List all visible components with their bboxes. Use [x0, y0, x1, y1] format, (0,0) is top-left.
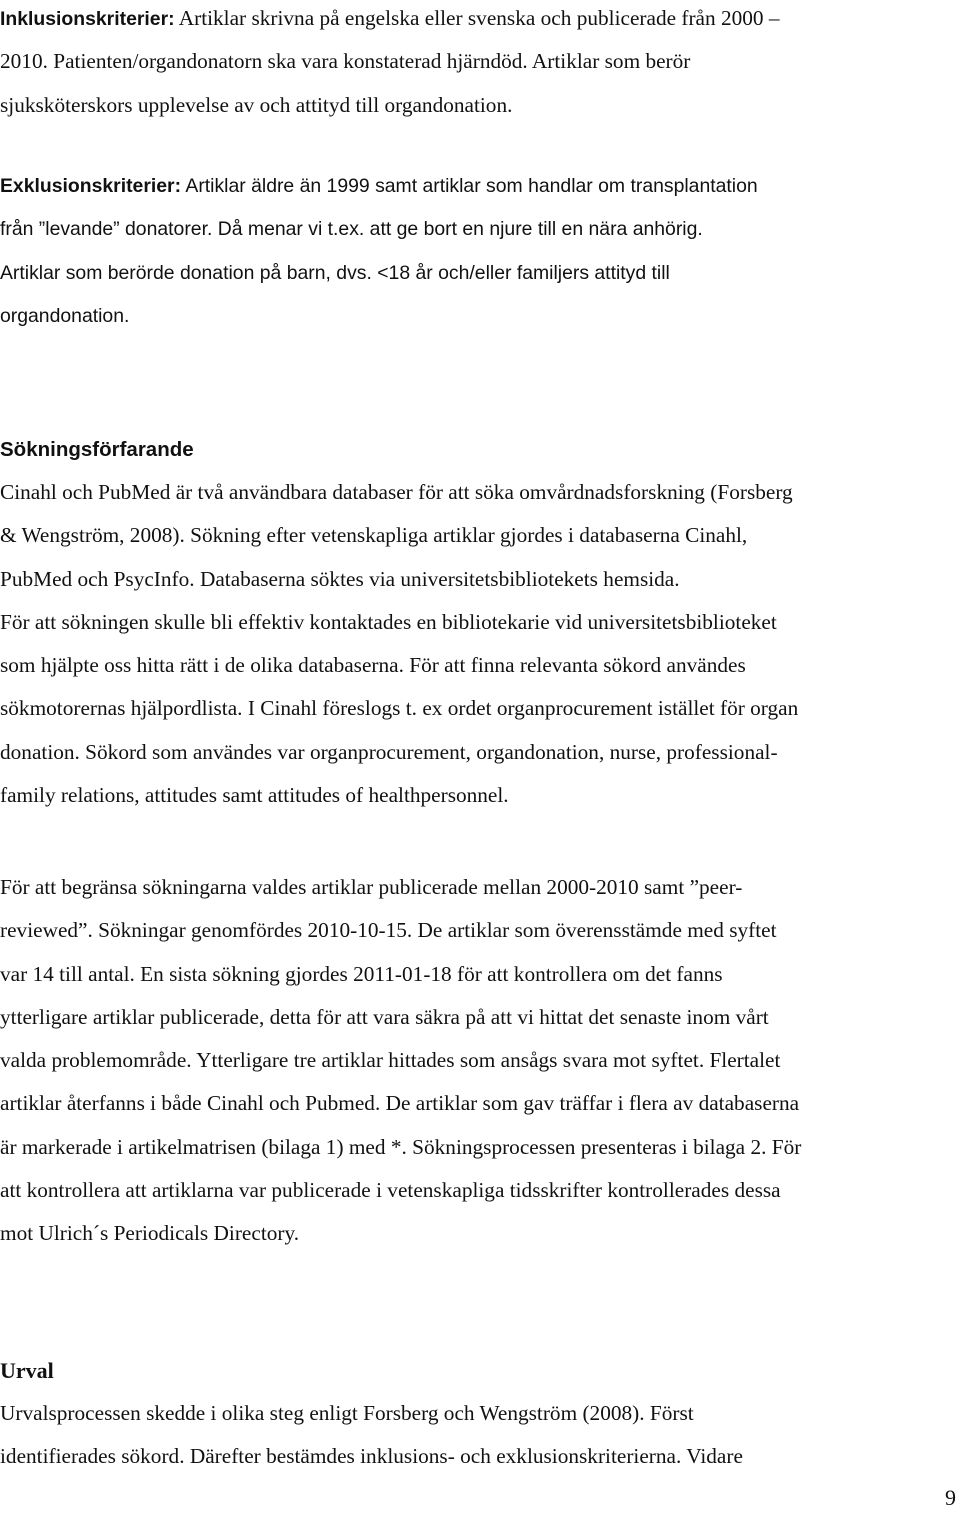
search-p1-line-6: sökmotorernas hjälpordlista. I Cinahl föreslogs t. ex ordet organprocurement istället för organ	[0, 696, 799, 721]
page-number: 9	[945, 1485, 956, 1510]
search-p2-line-8: att kontrollera att artiklarna var publicerade i vetenskapliga tidsskrifter kontrollerades dessa	[0, 1178, 781, 1203]
search-p2-line-7: är markerade i artikelmatrisen (bilaga 1) med *. Sökningsprocessen presenteras i bilaga 2. För	[0, 1134, 802, 1159]
exclusion-line-1	[0, 165, 960, 208]
search-p2-line-6: artiklar återfanns i både Cinahl och Pubmed. De artiklar som gav träffar i flera av databaserna	[0, 1091, 800, 1116]
exclusion-line-text: Artiklar äldre än 1999 samt artiklar som handlar om transplantation	[181, 175, 758, 197]
search-p2-line-5: valda problemområde. Ytterligare tre artiklar hittades som ansågs svara mot syftet. Flertalet	[0, 1048, 781, 1073]
search-p1-line-8: family relations, attitudes samt attitudes of healthpersonnel.	[0, 783, 509, 808]
search-procedure-heading: Sökningsförfarande	[0, 438, 194, 461]
selection-paragraph	[0, 1392, 960, 1479]
search-p2-line-3: var 14 till antal. En sista sökning gjordes 2011-01-18 för att kontrollera om det fanns	[0, 961, 723, 986]
selection-line-2: identifierades sökord. Därefter bestämdes inklusions- och exklusionskriterierna. Vidare	[0, 1444, 743, 1469]
exclusion-label: Exklusionskriterier:	[0, 175, 182, 197]
exclusion-line-2: från ”levande” donatorer. Då menar vi t.ex. att ge bort en njure till en nära anhörig.	[0, 218, 703, 241]
search-p1-line-7: donation. Sökord som användes var organprocurement, organdonation, nurse, professional-	[0, 739, 778, 764]
inclusion-criteria-paragraph	[0, 0, 960, 127]
search-paragraph-2	[0, 866, 960, 1256]
inclusion-line-2: 2010. Patienten/organdonatorn ska vara konstaterad hjärndöd. Artiklar som berör	[0, 49, 691, 74]
search-p2-line-2: reviewed”. Sökningar genomfördes 2010-10-15. De artiklar som överensstämde med syftet	[0, 918, 777, 943]
search-p1-line-2: & Wengström, 2008). Sökning efter vetenskapliga artiklar gjordes i databaserna Cinahl,	[0, 523, 748, 548]
inclusion-line-3: sjuksköterskors upplevelse av och attityd till organdonation.	[0, 92, 513, 117]
search-p1-line-3: PubMed och PsycInfo. Databaserna söktes via universitetsbibliotekets hemsida.	[0, 566, 680, 591]
inclusion-label: Inklusionskriterier:	[0, 8, 175, 30]
inclusion-line-1	[0, 0, 960, 40]
search-p1-line-5: som hjälpte oss hitta rätt i de olika databaserna. För att finna relevanta sökord användes	[0, 653, 746, 678]
search-p2-line-4: ytterligare artiklar publicerade, detta för att vara säkra på att vi hittat det senaste inom vårt	[0, 1004, 769, 1029]
exclusion-criteria-paragraph	[0, 165, 960, 338]
exclusion-line-3: Artiklar som berörde donation på barn, dvs. <18 år och/eller familjers attityd till	[0, 261, 670, 284]
search-p2-line-9: mot Ulrich´s Periodicals Directory.	[0, 1221, 300, 1246]
search-p1-line-1: Cinahl och PubMed är två användbara databaser för att söka omvårdnadsforskning (Forsberg	[0, 480, 793, 504]
inclusion-line-text: Artiklar skrivna på engelska eller svenska och publicerade från 2000 –	[174, 6, 780, 30]
selection-line-1: Urvalsprocessen skedde i olika steg enligt Forsberg och Wengström (2008). Först	[0, 1401, 694, 1425]
search-paragraph-1	[0, 471, 960, 817]
exclusion-line-4: organdonation.	[0, 304, 130, 327]
selection-heading: Urval	[0, 1358, 54, 1383]
search-p1-line-4: För att sökningen skulle bli effektiv kontaktades en bibliotekarie vid universitetsbiblioteket	[0, 609, 777, 634]
search-p2-line-1: För att begränsa sökningarna valdes artiklar publicerade mellan 2000-2010 samt ”peer-	[0, 875, 743, 899]
